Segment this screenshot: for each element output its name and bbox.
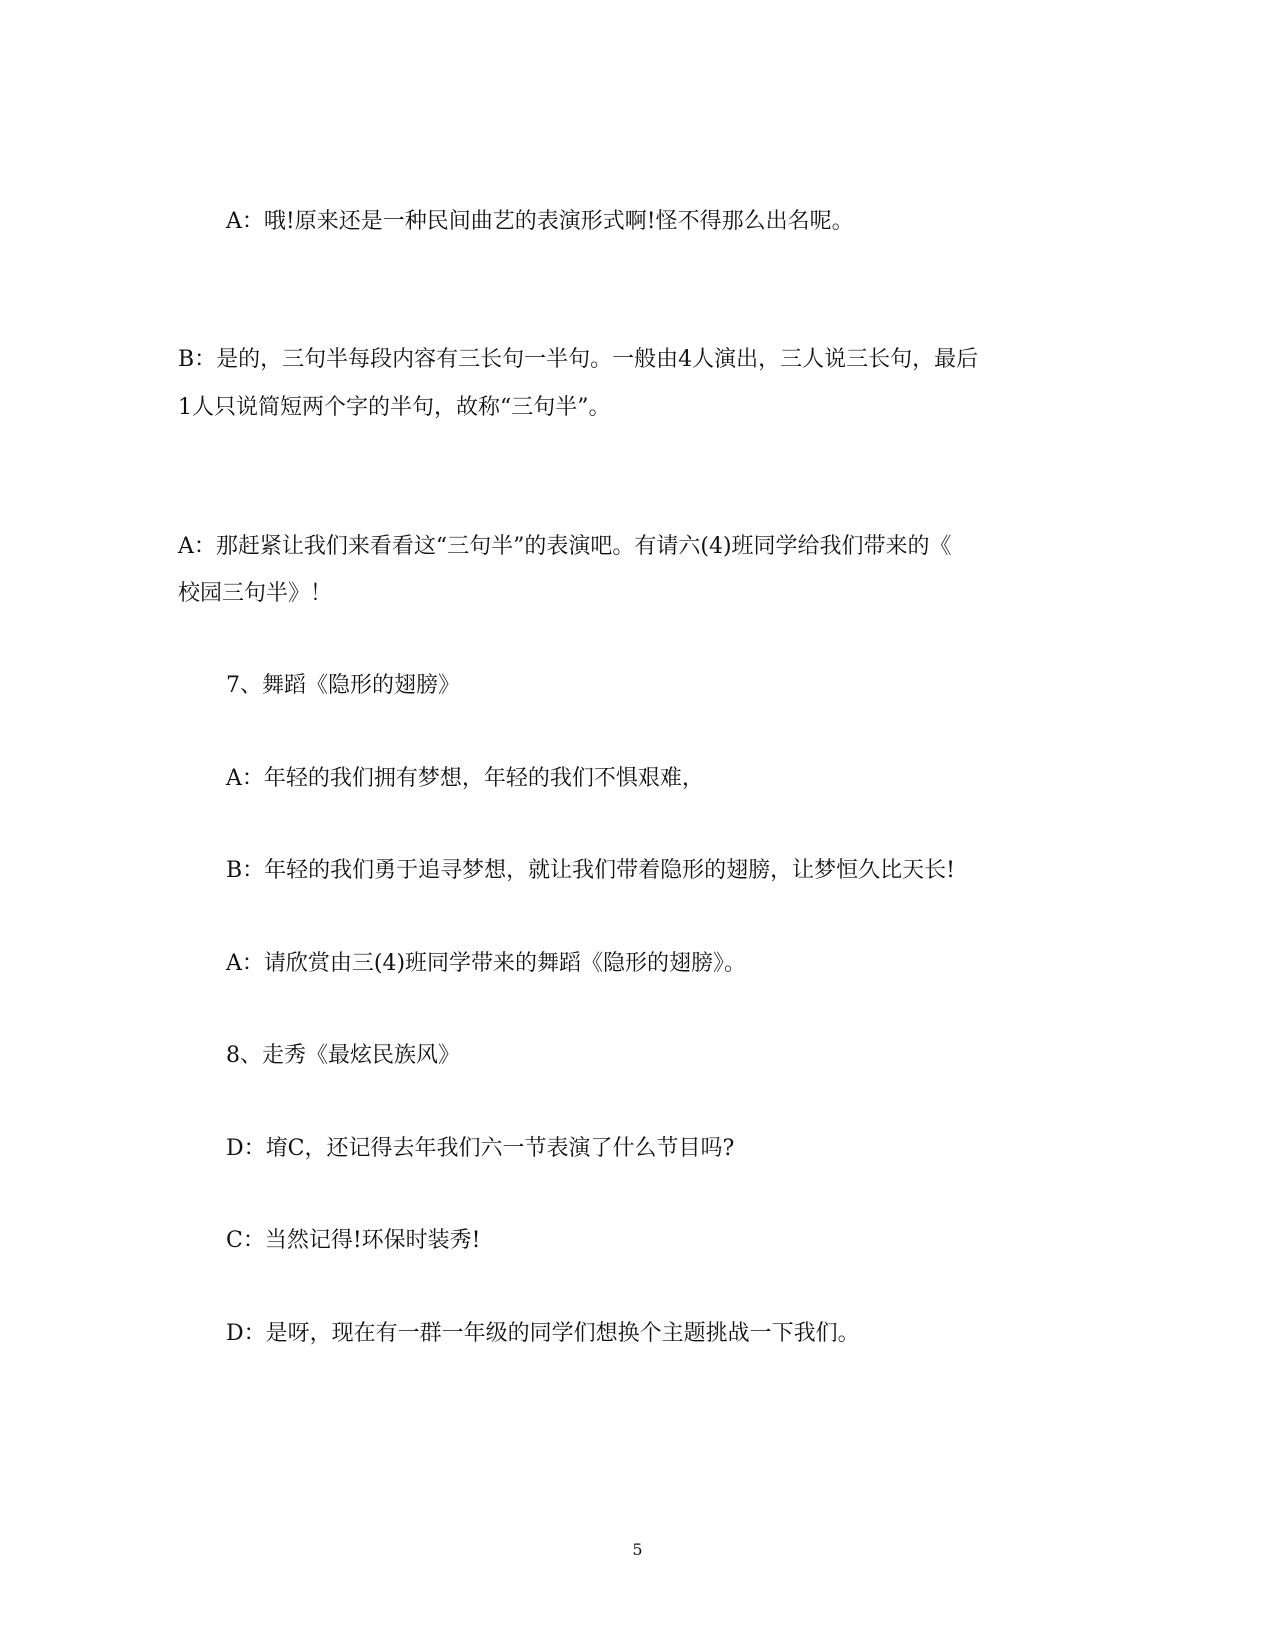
paragraph-a-folk-art	[226, 207, 854, 237]
paragraph-line: 7、舞蹈《隐形的翅膀》	[226, 673, 460, 698]
program-item-8-heading	[226, 1041, 460, 1071]
paragraph-line: A：请欣赏由三(4)班同学带来的舞蹈《隐形的翅膀》。	[226, 951, 747, 976]
paragraph-d-challenge	[226, 1319, 860, 1349]
paragraph-line: B：年轻的我们勇于追寻梦想，就让我们带着隐形的翅膀，让梦恒久比天长!	[226, 858, 956, 883]
paragraph-a-invite-line-2	[178, 579, 332, 609]
paragraph-b-explanation-line-1	[178, 345, 978, 375]
paragraph-line: A：哦!原来还是一种民间曲艺的表演形式啊!怪不得那么出名呢。	[226, 209, 854, 234]
paragraph-a-dreams	[226, 764, 704, 794]
paragraph-a-dance-intro	[226, 949, 746, 979]
paragraph-d-last-year	[226, 1134, 734, 1164]
paragraph-line: A：那赶紧让我们来看看这“三句半”的表演吧。有请六(4)班同学给我们带来的《	[178, 534, 952, 559]
paragraph-line: 1人只说简短两个字的半句，故称“三句半”。	[178, 395, 611, 420]
paragraph-b-wings	[226, 856, 955, 886]
page-number: 5	[632, 1540, 643, 1559]
program-item-7-heading	[226, 671, 460, 701]
paragraph-c-fashion-show	[226, 1226, 481, 1256]
paragraph-line: D：堉C，还记得去年我们六一节表演了什么节目吗?	[226, 1136, 735, 1161]
paragraph-line: D：是呀，现在有一群一年级的同学们想换个主题挑战一下我们。	[226, 1321, 860, 1346]
paragraph-line: 校园三句半》！	[178, 581, 333, 606]
paragraph-b-explanation-line-2	[178, 393, 611, 423]
paragraph-line: A：年轻的我们拥有梦想，年轻的我们不惧艰难，	[226, 766, 704, 791]
paragraph-line: C：当然记得!环保时装秀!	[226, 1228, 481, 1253]
paragraph-line: 8、走秀《最炫民族风》	[226, 1043, 460, 1068]
paragraph-a-invite-line-1	[178, 532, 952, 562]
paragraph-line: B：是的，三句半每段内容有三长句一半句。一般由4人演出，三人说三长句，最后	[178, 347, 979, 372]
